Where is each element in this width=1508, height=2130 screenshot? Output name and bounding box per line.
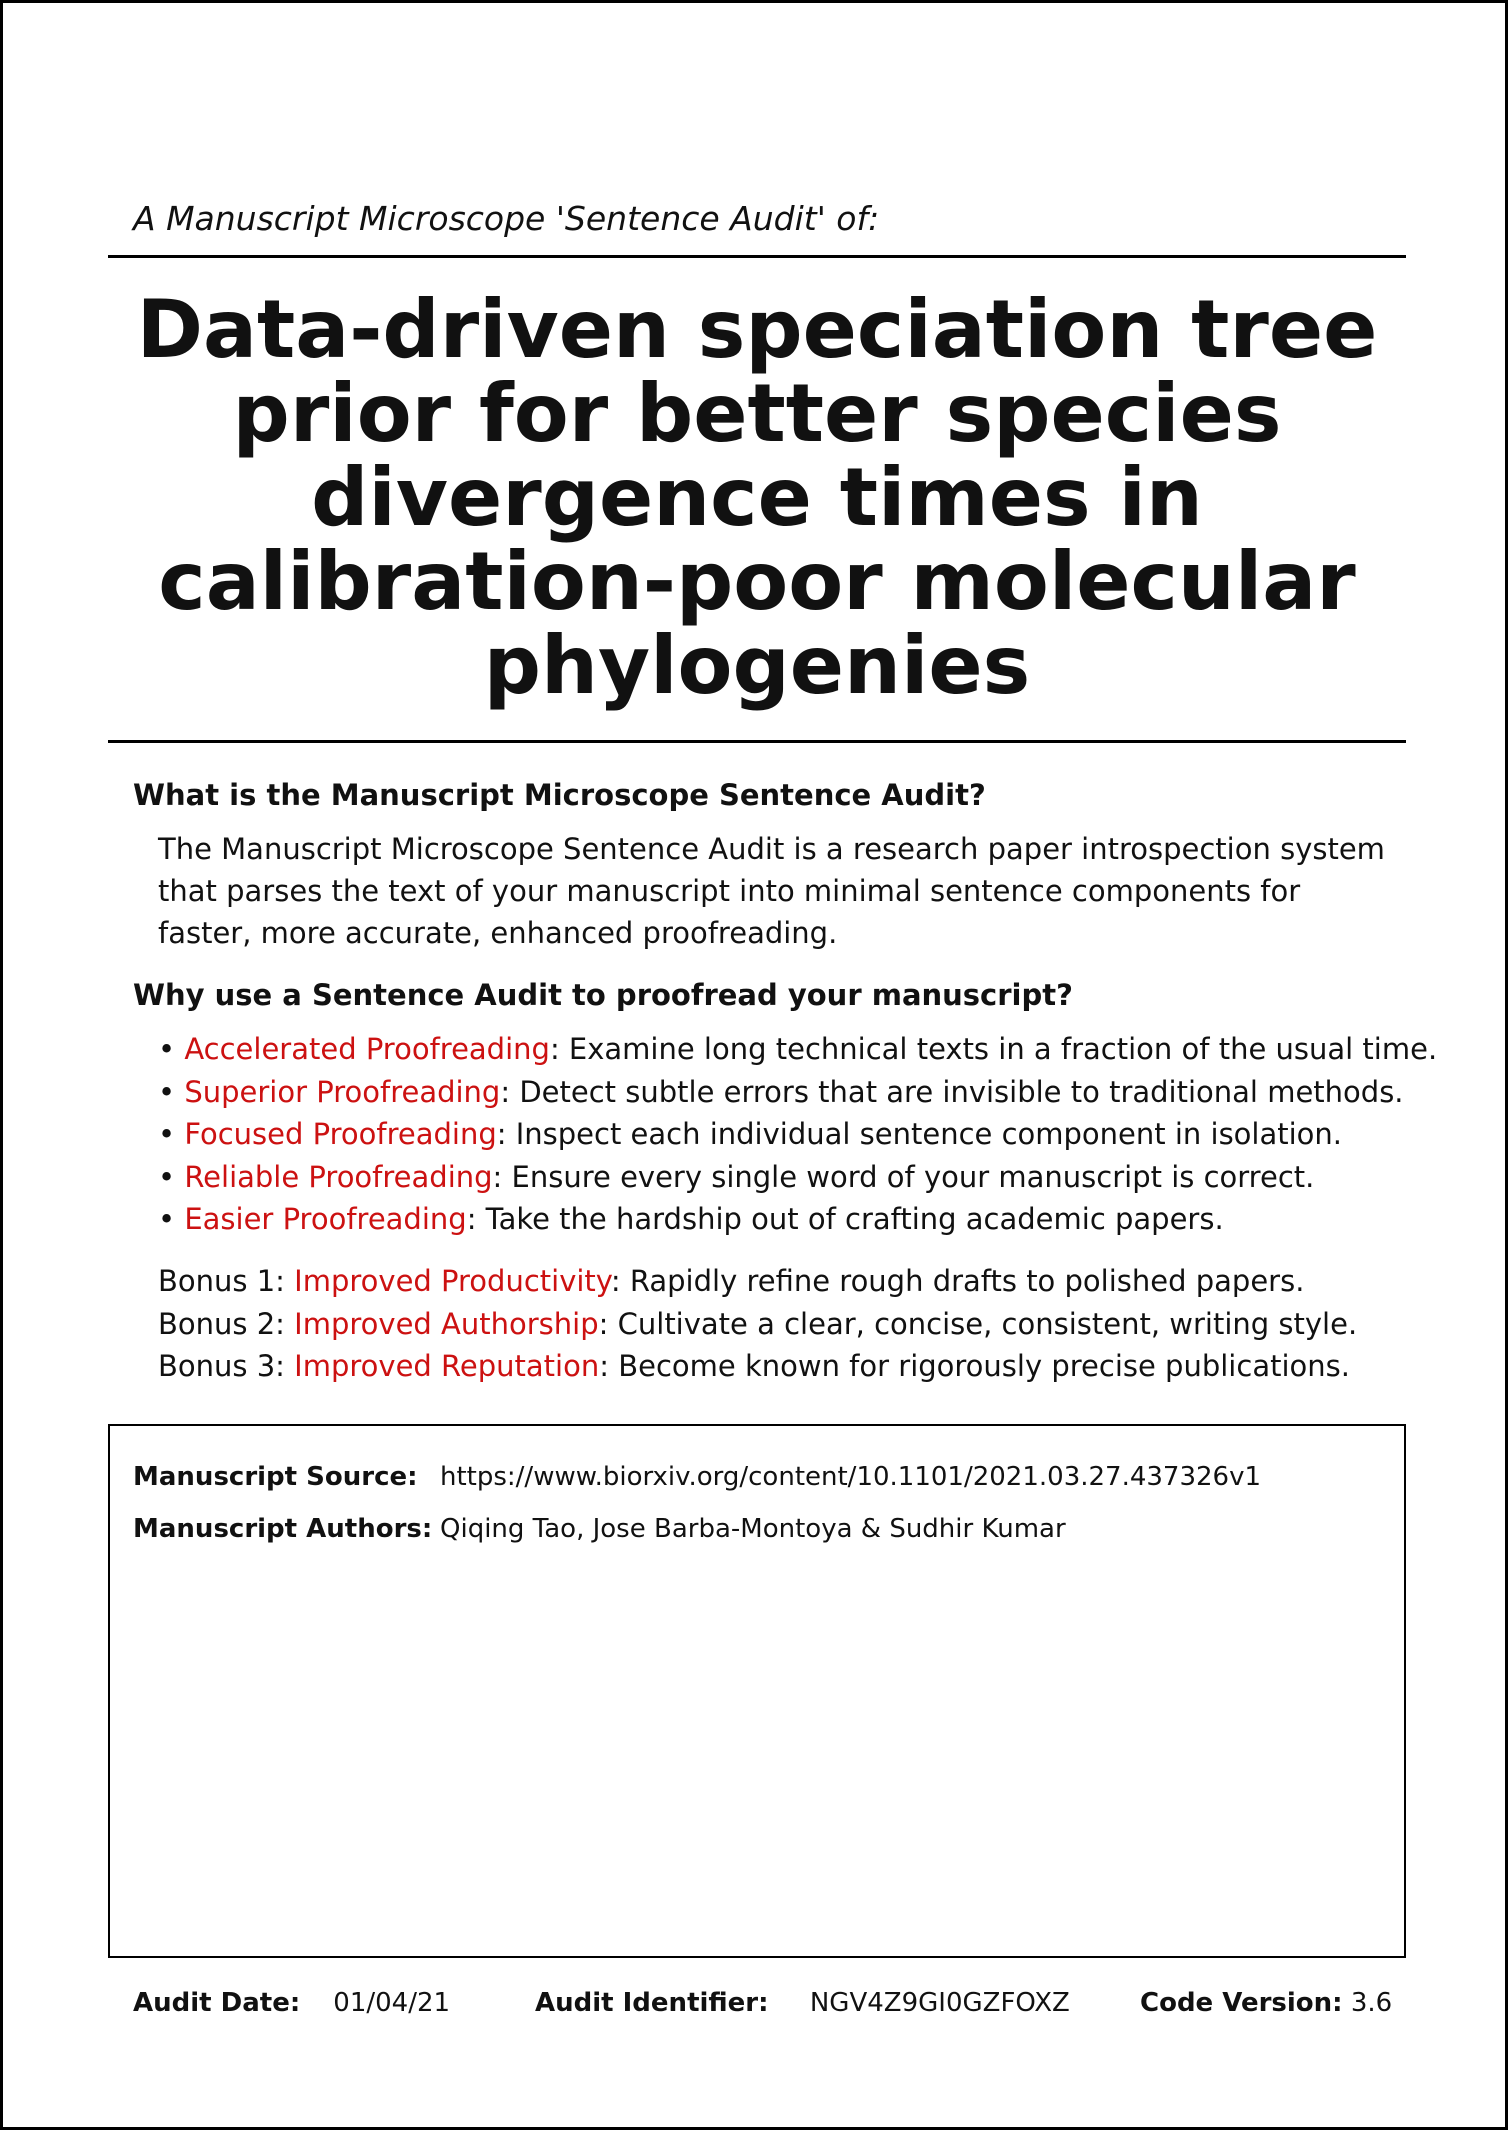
audit-identifier bbox=[535, 1988, 1070, 2018]
why-heading: Why use a Sentence Audit to proofread your manuscript? bbox=[133, 978, 1073, 1012]
benefit-text: : Detect subtle errors that are invisible to traditional methods. bbox=[500, 1074, 1404, 1109]
manuscript-authors: Qiqing Tao, Jose Barba-Montoya & Sudhir Kumar bbox=[440, 1514, 1066, 1544]
bonus-item bbox=[158, 1345, 1357, 1388]
benefit-label: Easier Proofreading bbox=[184, 1202, 467, 1236]
bullet-glyph: • bbox=[158, 1032, 185, 1066]
audit-identifier-label: Audit Identifier: bbox=[535, 1988, 769, 2018]
benefit-text: : Inspect each individual sentence component in isolation. bbox=[496, 1117, 1343, 1151]
benefit-label: Superior Proofreading bbox=[184, 1074, 501, 1109]
manuscript-source-row bbox=[133, 1462, 1261, 1492]
bonus-item bbox=[158, 1260, 1357, 1303]
bonus-label: Improved Authorship bbox=[294, 1306, 599, 1341]
benefit-list bbox=[158, 1028, 1437, 1241]
bonus-text: : Cultivate a clear, concise, consistent, writing style. bbox=[598, 1306, 1358, 1341]
title-divider bbox=[108, 740, 1406, 743]
manuscript-authors-label: Manuscript Authors: bbox=[133, 1514, 433, 1544]
benefit-item bbox=[158, 1071, 1437, 1114]
audit-date-label: Audit Date: bbox=[133, 1988, 301, 2018]
bullet-glyph: • bbox=[158, 1159, 185, 1194]
bullet-glyph: • bbox=[158, 1074, 185, 1109]
top-divider bbox=[108, 255, 1406, 258]
bonus-list bbox=[158, 1260, 1357, 1388]
bonus-item bbox=[158, 1303, 1357, 1346]
benefit-item bbox=[158, 1198, 1437, 1241]
audit-date bbox=[133, 1988, 450, 2018]
benefit-label: Reliable Proofreading bbox=[184, 1159, 493, 1194]
benefit-item bbox=[158, 1113, 1437, 1156]
benefit-text: : Examine long technical texts in a fraction of the usual time. bbox=[549, 1032, 1438, 1066]
benefit-item bbox=[158, 1028, 1437, 1071]
bonus-prefix: Bonus 3: bbox=[158, 1349, 295, 1383]
benefit-text: : Ensure every single word of your manuscript is correct. bbox=[492, 1159, 1315, 1194]
bullet-glyph: • bbox=[158, 1202, 185, 1236]
audit-date-value: 01/04/21 bbox=[333, 1988, 451, 2018]
manuscript-authors-row bbox=[133, 1514, 1066, 1544]
bonus-prefix: Bonus 2: bbox=[158, 1306, 295, 1341]
bonus-prefix: Bonus 1: bbox=[158, 1264, 295, 1298]
benefit-label: Focused Proofreading bbox=[184, 1117, 497, 1151]
about-text: The Manuscript Microscope Sentence Audit is a research paper introspection system that parses the text of your manuscript into minimal sentence components for faster, more accurate, enhanced proofreading. bbox=[158, 832, 1385, 950]
code-version-value: 3.6 bbox=[1350, 1988, 1393, 2018]
benefit-label: Accelerated Proofreading bbox=[184, 1032, 550, 1066]
code-version-label: Code Version: bbox=[1140, 1988, 1343, 2018]
manuscript-source-url[interactable]: https://www.biorxiv.org/content/10.1101/2021.03.27.437326v1 bbox=[440, 1462, 1262, 1492]
bullet-glyph: • bbox=[158, 1117, 185, 1151]
code-version bbox=[1140, 1988, 1392, 2018]
manuscript-info-box bbox=[108, 1424, 1406, 1958]
bonus-label: Improved Reputation bbox=[294, 1349, 600, 1383]
manuscript-title: Data-driven speciation tree prior for better species divergence times in calibration-poor molecular phylogenies bbox=[136, 283, 1378, 712]
benefit-text: : Take the hardship out of crafting academic papers. bbox=[466, 1202, 1224, 1236]
manuscript-source-label: Manuscript Source: bbox=[133, 1462, 418, 1492]
header-kicker: A Manuscript Microscope 'Sentence Audit' of: bbox=[133, 199, 880, 238]
bonus-text: : Become known for rigorously precise publications. bbox=[599, 1349, 1350, 1383]
benefit-item bbox=[158, 1156, 1437, 1199]
bonus-text: : Rapidly refine rough drafts to polished papers. bbox=[610, 1264, 1305, 1298]
bonus-label: Improved Productivity bbox=[294, 1264, 611, 1298]
audit-identifier-value: NGV4Z9GI0GZFOXZ bbox=[809, 1988, 1070, 2018]
about-heading: What is the Manuscript Microscope Sentence Audit? bbox=[133, 778, 986, 812]
